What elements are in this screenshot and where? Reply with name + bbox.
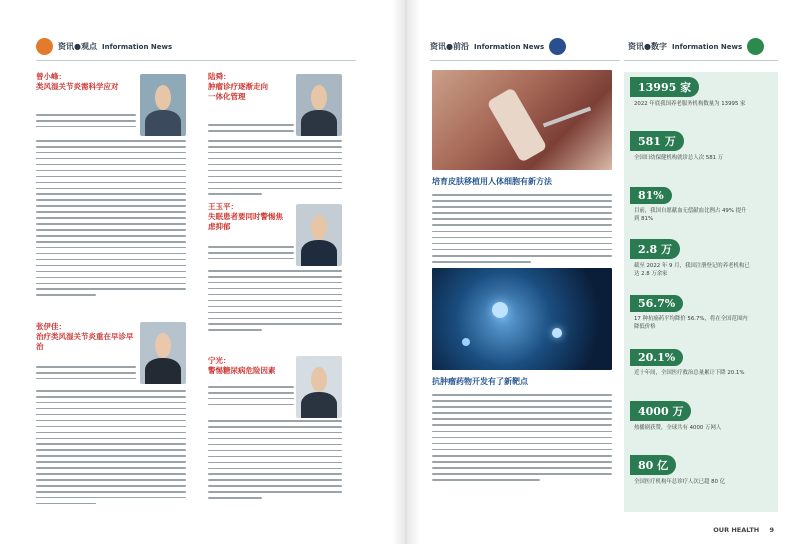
header-logo-icon <box>747 38 764 55</box>
article-title: 失眠患者要同时警惕焦虑抑郁 <box>208 212 283 231</box>
article-ning <box>208 356 294 376</box>
article-body-zhang-b <box>36 390 186 509</box>
article-title: 警惕糖尿病危险因素 <box>208 366 276 375</box>
stat-value: 20.1% <box>630 349 683 366</box>
stat-desc: 目前，我国自愿献血无偿献血比例占 49% 提升到 81% <box>634 208 747 222</box>
article-author: 宁光： <box>208 356 231 365</box>
article-body-ning-b <box>208 420 342 503</box>
header-rule <box>624 60 778 61</box>
article-author: 曾小峰： <box>36 72 66 81</box>
stat-value: 581 万 <box>630 131 684 151</box>
stat-desc: 热播剧获赞，全球共有 4000 万网人 <box>634 425 722 431</box>
article-title-skin-graft: 培育皮肤移植用人体细胞有新方法 <box>432 177 552 186</box>
middle-page-header <box>430 38 566 55</box>
header-title-en: Information News <box>101 42 173 51</box>
stat-desc: 近十年间，全国医疗救治总量累计下降 20.1% <box>634 370 745 376</box>
article-lu <box>208 72 298 102</box>
stats-panel <box>624 72 778 512</box>
stat-item <box>630 238 772 292</box>
header-title-en: Information News <box>671 42 743 51</box>
stat-item <box>630 292 772 346</box>
article-wang <box>208 202 294 232</box>
stat-item <box>630 184 772 238</box>
article-body-skin-graft <box>432 194 612 267</box>
article-author: 陆舜： <box>208 72 231 81</box>
article-body-wang-a <box>208 246 294 264</box>
article-author: 王玉平： <box>208 202 238 211</box>
stat-value: 56.7% <box>630 295 683 312</box>
article-zhang <box>36 322 136 352</box>
header-title-en: Information News <box>473 42 545 51</box>
portrait-zeng <box>140 74 186 136</box>
stat-item <box>630 76 772 130</box>
article-body-neuron <box>432 394 612 485</box>
neuron-photo <box>432 268 612 370</box>
skin-graft-photo <box>432 70 612 170</box>
stat-value: 81% <box>630 187 672 204</box>
portrait-wang <box>296 204 342 266</box>
header-rule <box>430 60 620 61</box>
footer-page-number: 9 <box>769 526 774 534</box>
left-page-header <box>36 38 172 55</box>
header-title-cn: 资讯●数字 <box>628 42 667 51</box>
header-title-cn: 资讯●观点 <box>58 42 97 51</box>
stat-value: 2.8 万 <box>630 239 680 259</box>
header-title-cn: 资讯●前沿 <box>430 42 469 51</box>
article-author: 张伊佳： <box>36 322 66 331</box>
right-page-header <box>628 38 764 55</box>
article-title-neuron: 抗肿瘤药物开发有了新靶点 <box>432 377 528 386</box>
article-body-lu-a <box>208 124 294 136</box>
portrait-lu <box>296 74 342 136</box>
stat-value: 80 亿 <box>630 455 676 475</box>
stat-item <box>630 400 772 454</box>
stat-value: 4000 万 <box>630 401 691 421</box>
page-footer <box>713 526 774 534</box>
stat-desc: 2022 年底我国养老服务机构数量为 13995 家 <box>634 101 746 107</box>
header-logo-icon <box>36 38 53 55</box>
portrait-ning <box>296 356 342 418</box>
stat-desc: 截至 2022 年 9 月，我国注册登记的养老机构已达 2.8 万余家 <box>634 263 750 277</box>
article-title: 肿瘤诊疗逐渐走向一体化管理 <box>208 82 268 101</box>
stat-item <box>630 454 772 508</box>
article-body-zhang-a <box>36 366 136 384</box>
article-body-wang-b <box>208 270 342 335</box>
article-title: 类风湿关节炎需科学应对 <box>36 82 119 91</box>
article-title: 治疗类风湿关节炎重在早诊早治 <box>36 332 134 351</box>
stat-desc: 全国医疗机构年总诊疗人次已超 80 亿 <box>634 479 726 485</box>
article-body-zeng-b <box>36 140 186 300</box>
stat-desc: 17 种抗癌药平均降价 56.7%，将在全国范围内降低价格 <box>634 316 748 330</box>
page-gutter <box>392 0 420 544</box>
article-body-ning-a <box>208 386 294 410</box>
stat-item <box>630 130 772 184</box>
article-body-zeng-a <box>36 114 136 132</box>
stat-desc: 全国妇幼保健机构就诊总人次 581 万 <box>634 155 724 161</box>
stat-item <box>630 346 772 400</box>
header-logo-icon <box>549 38 566 55</box>
footer-magazine-name: OUR HEALTH <box>713 526 760 534</box>
header-rule <box>36 60 356 61</box>
article-body-lu-b <box>208 140 342 199</box>
portrait-zhang <box>140 322 186 384</box>
stat-value: 13995 家 <box>630 77 699 97</box>
